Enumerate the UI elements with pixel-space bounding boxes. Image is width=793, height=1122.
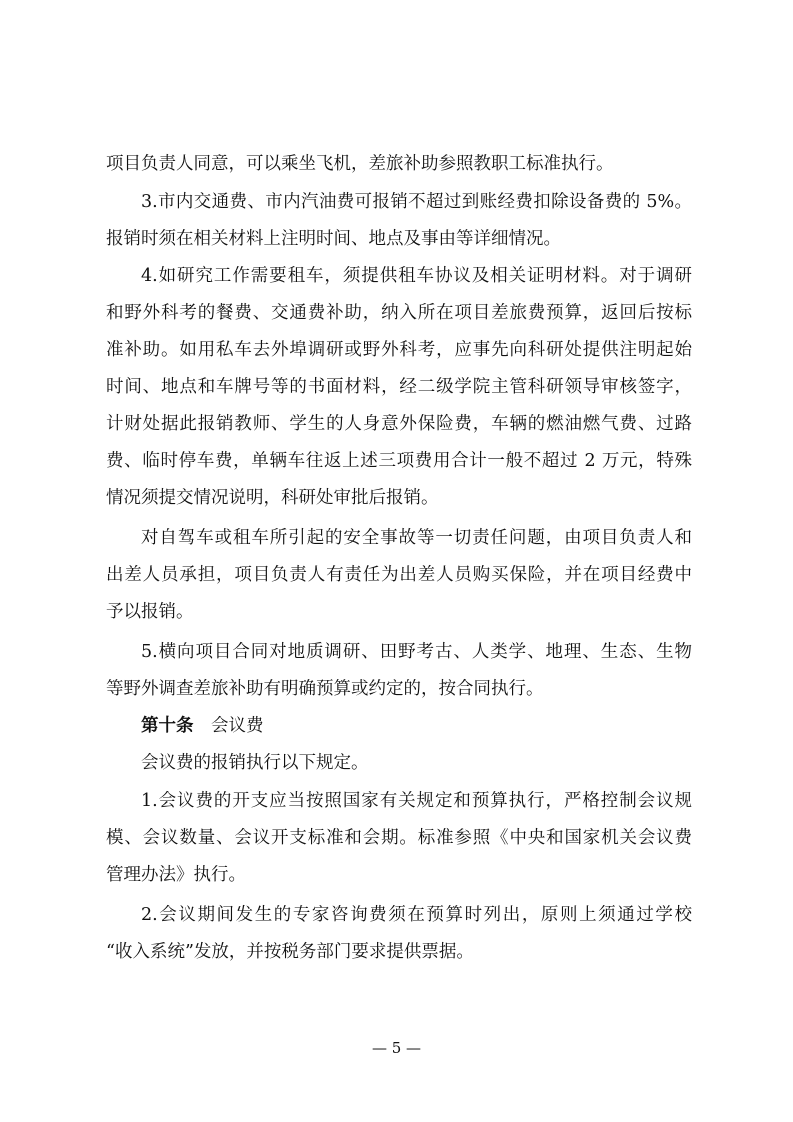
paragraph-line: 会议费的报销执行以下规定。	[141, 753, 369, 773]
article-heading	[106, 708, 692, 745]
paragraph-line: 报销时须在相关材料上注明时间、地点及事由等详细情况。	[106, 229, 561, 249]
article-number: 第十条	[141, 716, 194, 736]
paragraph-line: 5.横向项目合同对地质调研、田野考古、人类学、地理、生态、生物	[141, 642, 692, 662]
paragraph-line: 2.会议期间发生的专家咨询费须在预算时列出，原则上须通过学校	[141, 905, 692, 925]
paragraph-line: 1.会议费的开支应当按照国家有关规定和预算执行，严格控制会议规	[141, 791, 692, 811]
paragraph-line: 情况须提交情况说明，科研处审批后报销。	[106, 488, 439, 508]
paragraph-line: 予以报销。	[106, 602, 194, 622]
paragraph-line: 4.如研究工作需要租车，须提供租车协议及相关证明材料。对于调研	[141, 266, 692, 286]
paragraph-line: 等野外调查差旅补助有明确预算或约定的，按合同执行。	[106, 679, 544, 699]
paragraph-line: 项目负责人同意，可以乘坐飞机，差旅补助参照教职工标准执行。	[106, 154, 614, 174]
article-title: 会议费	[211, 716, 264, 736]
paragraph-line: 模、会议数量、会议开支标准和会期。标准参照《中央和国家机关会议费	[106, 828, 692, 848]
paragraph-line: 和野外科考的餐费、交通费补助，纳入所在项目差旅费预算，返回后按标	[106, 303, 692, 323]
paragraph-line: 费、临时停车费，单辆车往返上述三项费用合计一般不超过 2 万元，特殊	[106, 451, 692, 471]
paragraph-line: “收入系统”发放，并按税务部门要求提供票据。	[106, 942, 474, 962]
paragraph-line: 管理办法》执行。	[106, 865, 246, 885]
paragraph-line: 3.市内交通费、市内汽油费可报销不超过到账经费扣除设备费的 5%。	[141, 192, 692, 212]
page-number: — 5 —	[371, 1039, 422, 1057]
paragraph-line: 对自驾车或租车所引起的安全事故等一切责任问题，由项目负责人和	[141, 528, 692, 548]
paragraph-line: 计财处据此报销教师、学生的人身意外保险费，车辆的燃油燃气费、过路	[106, 414, 692, 434]
paragraph-line: 出差人员承担，项目负责人有责任为出差人员购买保险，并在项目经费中	[106, 565, 692, 585]
paragraph-line: 时间、地点和车牌号等的书面材料，经二级学院主管科研领导审核签字，	[106, 377, 692, 397]
paragraph-line: 准补助。如用私车去外埠调研或野外科考，应事先向科研处提供注明起始	[106, 340, 692, 360]
